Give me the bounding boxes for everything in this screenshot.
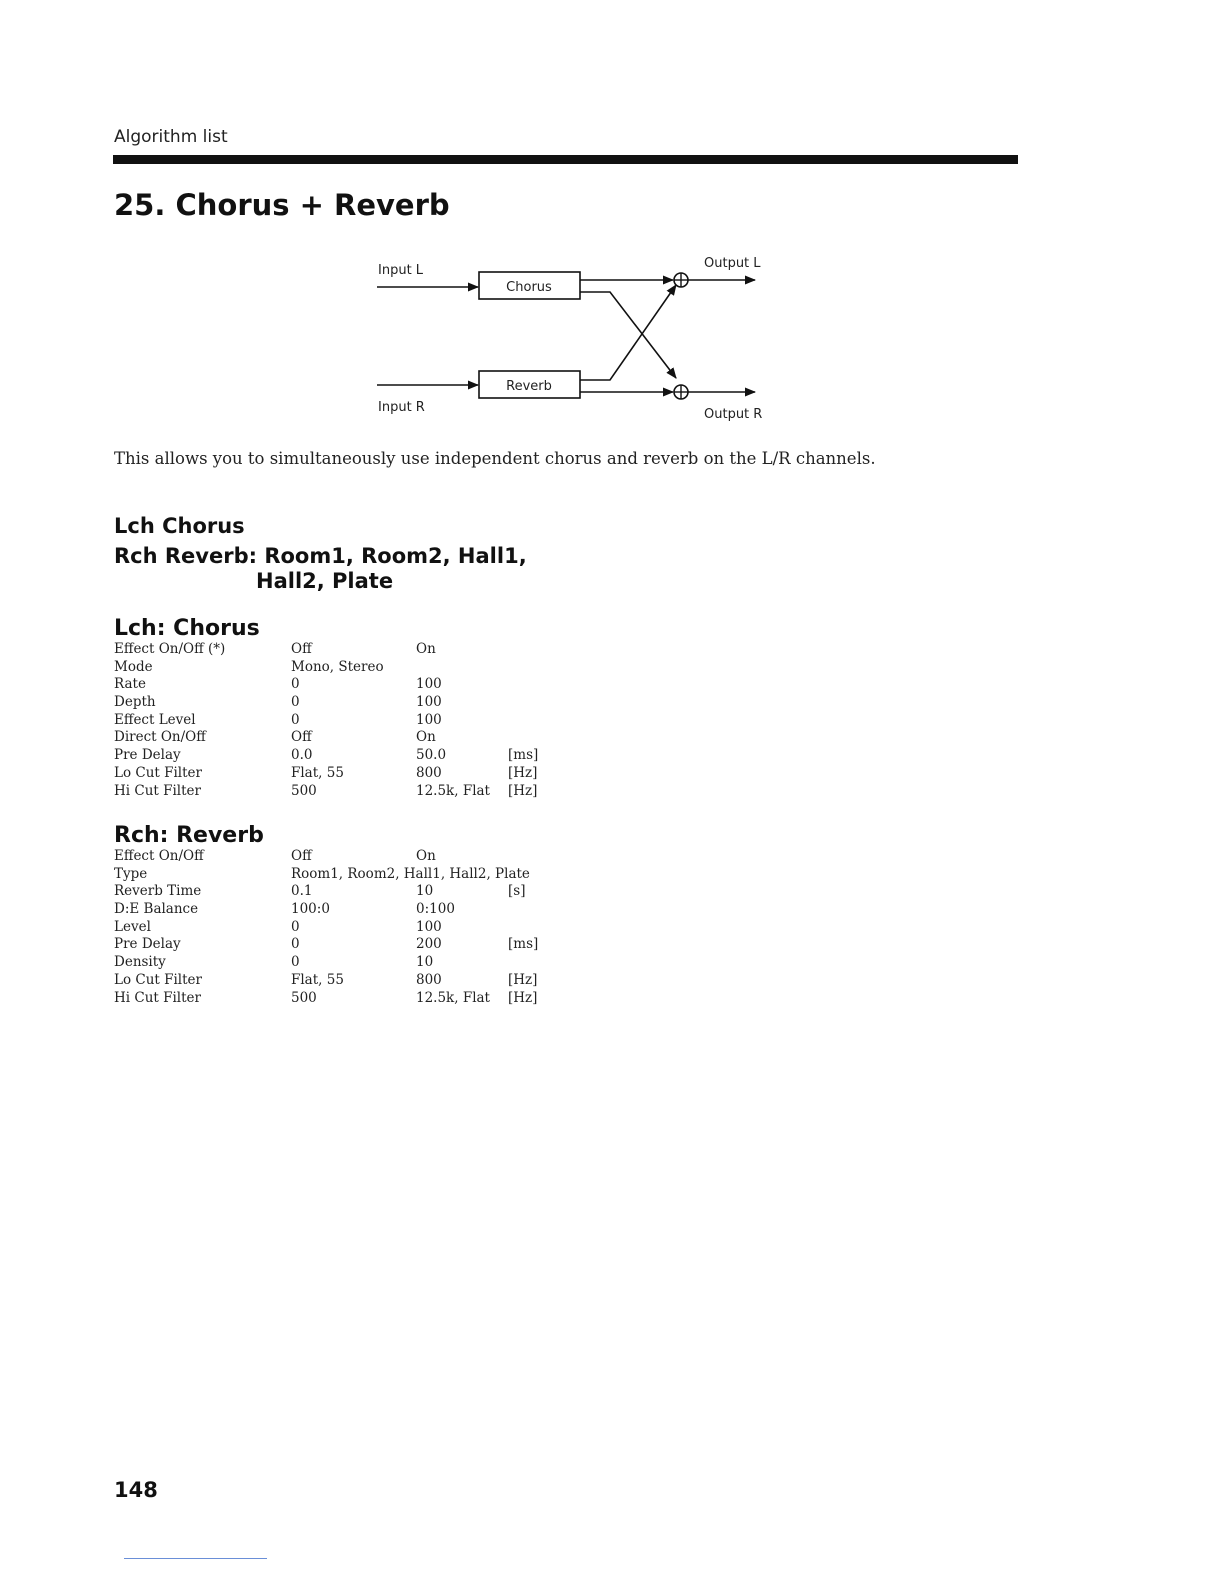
param-name: Reverb Time <box>114 883 202 900</box>
param-name: Pre Delay <box>114 936 181 953</box>
param-min: Off <box>291 641 312 657</box>
param-max: On <box>416 848 436 864</box>
param-max: 0:100 <box>416 901 455 918</box>
param-name: Effect On/Off <box>114 848 204 864</box>
param-name: Hi Cut Filter <box>114 989 201 1006</box>
param-unit: [Hz] <box>508 764 538 781</box>
heading-rch-reverb: Rch Reverb: Room1, Room2, Hall1, <box>114 544 527 568</box>
param-min: 500 <box>291 989 317 1006</box>
param-min: Flat, 55 <box>291 971 344 988</box>
description: This allows you to simultaneously use independent chorus and reverb on the L/R channels. <box>114 449 876 468</box>
heading-rch-reverb-cont <box>114 569 393 593</box>
param-name: Direct On/Off <box>114 729 206 746</box>
input-l-label: Input L <box>378 263 424 278</box>
param-name: Lo Cut Filter <box>114 764 202 781</box>
param-name: D:E Balance <box>114 901 199 918</box>
header-rule <box>113 155 1018 164</box>
param-max: 10 <box>416 954 434 971</box>
rch-table-title: Rch: Reverb <box>114 823 264 848</box>
param-unit: [ms] <box>508 747 539 764</box>
input-r-label: Input R <box>378 400 425 415</box>
param-max: 10 <box>416 883 434 900</box>
param-name: Effect Level <box>114 711 196 728</box>
param-min: Room1, Room2, Hall1, Hall2, Plate <box>291 865 530 882</box>
param-min: 500 <box>291 782 317 799</box>
param-unit: [s] <box>508 883 526 900</box>
reverb-cross-line <box>580 285 676 380</box>
param-min: Off <box>291 848 312 864</box>
page-number: 148 <box>114 1478 158 1502</box>
param-name: Depth <box>114 694 156 711</box>
param-name: Pre Delay <box>114 747 181 764</box>
param-min: 0 <box>291 918 300 935</box>
page-title: 25. Chorus + Reverb <box>114 188 450 222</box>
param-min: 0 <box>291 711 300 728</box>
reverb-block-label: Reverb <box>506 379 552 394</box>
sum-r-icon <box>674 385 688 399</box>
param-min: Mono, Stereo <box>291 658 384 675</box>
param-max: 100 <box>416 676 442 693</box>
param-max: 12.5k, Flat <box>416 782 490 799</box>
param-max: 12.5k, Flat <box>416 989 490 1006</box>
section-label: Algorithm list <box>114 127 228 147</box>
chorus-block-label: Chorus <box>506 280 552 295</box>
param-min: 0 <box>291 676 300 693</box>
param-max: On <box>416 641 436 657</box>
param-unit: [ms] <box>508 936 539 953</box>
param-unit: [Hz] <box>508 782 538 799</box>
heading-lch-chorus: Lch Chorus <box>114 514 245 538</box>
param-name: Rate <box>114 676 146 693</box>
signal-flow-diagram <box>370 250 770 430</box>
output-r-label: Output R <box>704 407 763 422</box>
param-min: Flat, 55 <box>291 764 344 781</box>
param-max: 800 <box>416 971 442 988</box>
param-min: Off <box>291 729 312 746</box>
param-name: Hi Cut Filter <box>114 782 201 799</box>
heading-rch-reverb-types: Hall2, Plate <box>256 569 394 593</box>
param-max: 100 <box>416 711 442 728</box>
param-name: Type <box>114 865 148 882</box>
param-min: 0.1 <box>291 883 313 900</box>
param-name: Level <box>114 918 151 935</box>
param-min: 0 <box>291 936 300 953</box>
param-unit: [Hz] <box>508 989 538 1006</box>
param-name: Lo Cut Filter <box>114 971 202 988</box>
param-max: 800 <box>416 764 442 781</box>
param-min: 100:0 <box>291 901 330 918</box>
output-l-label: Output L <box>704 256 761 271</box>
param-max: On <box>416 729 436 746</box>
sum-l-icon <box>674 273 688 287</box>
param-name: Effect On/Off (*) <box>114 641 226 657</box>
param-max: 50.0 <box>416 747 447 764</box>
lch-table-title: Lch: Chorus <box>114 616 260 641</box>
param-max: 200 <box>416 936 442 953</box>
footer-line <box>124 1558 267 1559</box>
param-unit: [Hz] <box>508 971 538 988</box>
param-min: 0.0 <box>291 747 313 764</box>
param-name: Density <box>114 954 166 971</box>
param-min: 0 <box>291 954 300 971</box>
param-max: 100 <box>416 694 442 711</box>
param-min: 0 <box>291 694 300 711</box>
param-name: Mode <box>114 658 153 675</box>
param-max: 100 <box>416 918 442 935</box>
